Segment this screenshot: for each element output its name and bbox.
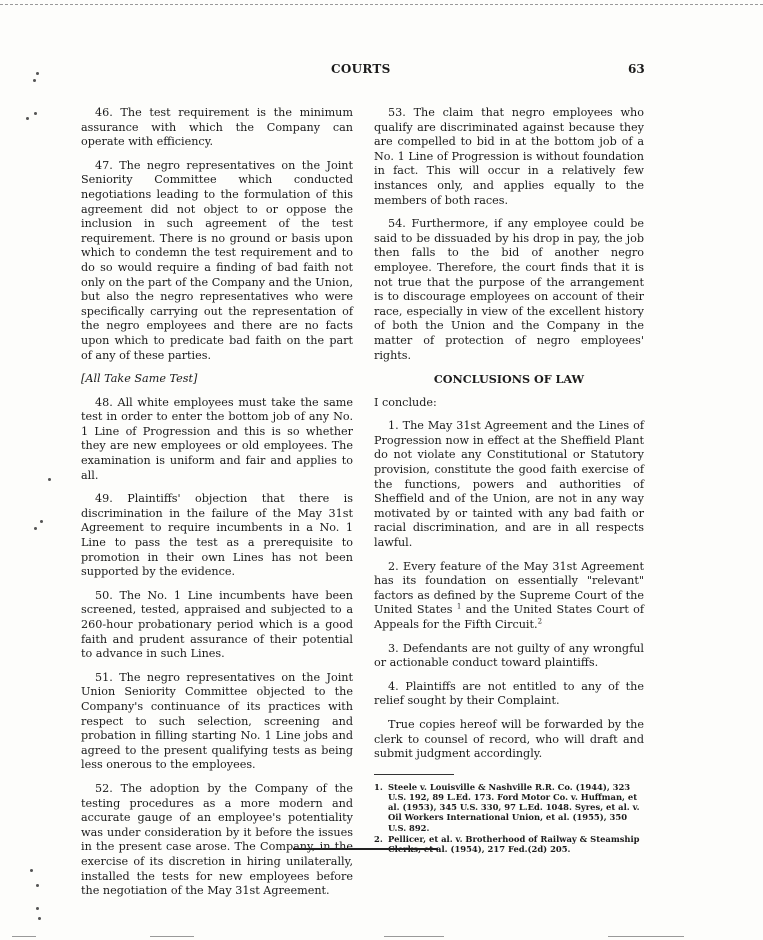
footnote-ref-1: 1 [456, 602, 462, 611]
scan-speck [30, 869, 33, 872]
footnote-text: Pellicer, et al. v. Brotherhood of Railway & Steamship Clerks, et al. (1954), 217 Fed.(2d) 205. [388, 833, 640, 854]
closing-paragraph: True copies hereof will be forwarded by the clerk to counsel of record, who will draft and submit judgment accordingly. [374, 717, 644, 761]
scan-speck [26, 117, 29, 120]
right-column [374, 106, 644, 855]
conclusion-intro: I conclude: [374, 395, 437, 409]
conclusions-heading: CONCLUSIONS OF LAW [433, 372, 585, 387]
paragraph-52: 52. The adoption by the Company of the testing procedures as a more modern and accurate gauge of an employee's potentiality was under consideration by it before the issues in the present case arose. The Company, in the exercise of its discretion in hiring unilaterally, installed the tests for new employees before the negotiation of the May 31st Agreement. [81, 781, 353, 898]
footnote-divider [374, 774, 454, 775]
scan-speck [36, 884, 39, 887]
scan-speck [40, 520, 43, 523]
scan-speck [36, 907, 39, 910]
footnote-item [374, 782, 644, 833]
scan-speck [34, 112, 37, 115]
scan-edge-mark [12, 936, 36, 937]
paragraph-51: 51. The negro representatives on the Joint Union Seniority Committee objected to the Company's continuance of its practices with respect to such selection, screening and probation in filling starting No. 1 Line jobs and agreed to the present qualifying tests as being less onerous to the employees. [81, 670, 353, 772]
scan-speck [48, 478, 51, 481]
conclusion-2-text-a: 2. Every feature of the May 31st Agreement has its foundation on essentially "relevant" factors as defined by the Supreme Court of the United States [374, 559, 644, 617]
scan-speck [38, 917, 41, 920]
footnote-ref-2: 2 [537, 617, 543, 626]
scan-speck [33, 79, 36, 82]
page-top-edge [0, 4, 763, 5]
paragraph-53: 53. The claim that negro employees who qualify are discriminated against because they are compelled to bid in at the bottom job of a No. 1 Line of Progression is without foundation in fact. This will occur in a relatively few instances only, and applies equally to the members of both races. [374, 106, 644, 207]
footnote-number: 2. [374, 833, 383, 844]
scan-edge-mark [608, 936, 684, 937]
section-subheading: [All Take Same Test] [81, 372, 198, 386]
conclusion-1: 1. The May 31st Agreement and the Lines of Progression now in effect at the Sheffield Plant do not violate any Constitutional or Statutory provision, constitute the good faith exercise of the functions, powers and authorities of Sheffield and of the Union, are not in any way motivated by or tainted with any bad faith or racial discrimination, and are in all respects lawful. [374, 419, 644, 550]
footnote-text: Steele v. Louisville & Nashville R.R. Co. (1944), 323 U.S. 192, 89 L.Ed. 173. Ford Motor Co. v. Huffman, et al. (1953), 345 U.S. 330, 97 L.Ed. 1048. Syres, et al. v. Oil Workers International Union, et al. (1955), 350 U.S. 892. [388, 781, 640, 833]
footnote-item [374, 834, 644, 854]
conclusion-4: 4. Plaintiffs are not entitled to any of the relief sought by their Complaint. [374, 679, 644, 708]
page-number: 63 [628, 62, 645, 76]
paragraph-54: 54. Furthermore, if any employee could be said to be dissuaded by his drop in pay, the job then falls to the bid of another negro employee. Therefore, the court finds that it is not true that the purpose of the arrangement is to discourage employees on account of their race, especially in view of the excellent history of both the Union and the Company in the matter of protection of negro employees' rights. [374, 217, 644, 362]
scan-speck [36, 72, 39, 75]
end-rule [293, 848, 438, 850]
paragraph-48: 48. All white employees must take the same test in order to enter the bottom job of any No. 1 Line of Progression and this is so whether they are new employees or old employees. The examination is uniform and fair and applies to all. [81, 395, 353, 482]
footnote-number: 1. [374, 781, 383, 792]
conclusion-2 [374, 560, 644, 633]
conclusion-2-text-b: and the United States Court of Appeals for the Fifth Circuit. [374, 603, 645, 631]
conclusion-3: 3. Defendants are not guilty of any wrongful or actionable conduct toward plaintiffs. [374, 641, 644, 670]
left-column [81, 106, 353, 908]
paragraph-49: 49. Plaintiffs' objection that there is discrimination in the failure of the May 31st Agreement to require incumbents in a No. 1 Line to pass the test as a prerequisite to promotion in their own Lines has not been supported by the evidence. [81, 492, 353, 579]
footnotes [374, 782, 644, 854]
scan-edge-mark [150, 936, 194, 937]
scan-edge-mark [384, 936, 444, 937]
paragraph-47: 47. The negro representatives on the Joint Seniority Committee which conducted negotiations leading to the formulation of this agreement did not object to or oppose the inclusion in such agreement of the test requirement. There is no ground or basis upon which to condemn the test requirement and to do so would require a finding of bad faith not only on the part of the Company and the Union, but also the negro representatives who were specifically carrying out the representation of the negro employees and there are no facts upon which to predicate bad faith on the part of any of these parties. [81, 158, 353, 362]
running-header-title: COURTS [331, 62, 391, 76]
paragraph-50: 50. The No. 1 Line incumbents have been screened, tested, appraised and subjected to a 260-hour probationary period which is a good faith and prudent assurance of their potential to advance in such Lines. [81, 588, 353, 661]
scan-speck [34, 527, 37, 530]
paragraph-46: 46. The test requirement is the minimum assurance with which the Company can operate with efficiency. [81, 106, 353, 149]
